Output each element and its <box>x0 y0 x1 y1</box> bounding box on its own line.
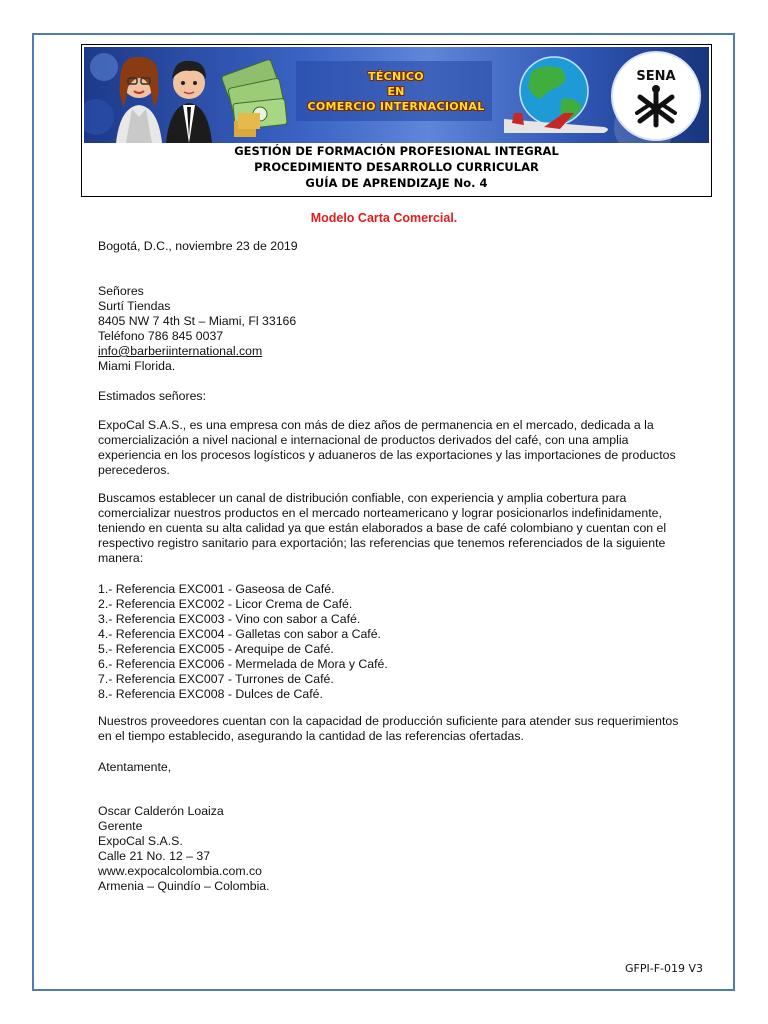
header-line: GUÍA DE APRENDIZAJE No. 4 <box>305 176 488 190</box>
paragraph-line: manera: <box>98 551 144 565</box>
signature-location: Armenia – Quindío – Colombia. <box>98 879 270 893</box>
list-item: 6.- Referencia EXC006 - Mermelada de Mora y Café. <box>98 657 388 671</box>
form-code: GFPI-F-019 V3 <box>625 962 704 975</box>
list-item: 1.- Referencia EXC001 - Gaseosa de Café. <box>98 582 335 596</box>
paragraph-line: en el tiempo establecido, asegurando la cantidad de las referencias ofertadas. <box>98 729 524 743</box>
banner-title-line: EN <box>387 85 405 98</box>
greeting-text: Estimados señores: <box>98 389 206 403</box>
man-icon <box>166 61 212 143</box>
recipient-email-link[interactable]: info@barberiinternational.com <box>98 344 263 358</box>
signature-name: Oscar Calderón Loaiza <box>98 804 224 818</box>
paragraph-2 <box>98 491 698 566</box>
recipient-salutation: Señores <box>98 284 144 298</box>
list-item: 7.- Referencia EXC007 - Turrones de Café. <box>98 672 334 686</box>
paragraph-1 <box>98 418 698 478</box>
list-item: 8.- Referencia EXC008 - Dulces de Café. <box>98 687 323 701</box>
paragraph-line: ExpoCal S.A.S., es una empresa con más de diez años de permanencia en el mercado, dedicada a la <box>98 418 654 432</box>
list-item: 3.- Referencia EXC003 - Vino con sabor a Café. <box>98 612 361 626</box>
paragraph-line: comercialización a nivel nacional e internacional de productos derivados del café, con una amplia <box>98 433 629 447</box>
date-text: Bogotá, D.C., noviembre 23 de 2019 <box>98 239 298 253</box>
closing-text: Atentamente, <box>98 760 172 774</box>
paragraph-line: perecederos. <box>98 463 170 477</box>
paragraph-line: comercializar nuestros productos en el mercado norteamericano y lograr posicionarlos indefinidamente, <box>98 506 662 520</box>
sena-logo-mark <box>613 53 699 139</box>
globe-icon <box>520 57 588 125</box>
header-banner <box>84 47 709 143</box>
signature-position: Gerente <box>98 819 143 833</box>
recipient-block <box>98 284 698 374</box>
date-line <box>98 239 698 254</box>
recipient-address: 8405 NW 7 4th St – Miami, Fl 33166 <box>98 314 297 328</box>
sena-logo <box>611 51 701 141</box>
paragraph-line: experiencia en los procesos logísticos y aduaneros de las exportaciones y las importaciones de productos <box>98 448 676 462</box>
woman-icon <box>116 57 162 143</box>
references-list <box>98 582 698 702</box>
recipient-city: Miami Florida. <box>98 359 176 373</box>
recipient-phone: Teléfono 786 845 0037 <box>98 329 224 343</box>
sena-logo-text: SENA <box>636 69 676 84</box>
paragraph-line: respectivo registro sanitario para exportación; las referencias que tenemos referenciados de la siguiente <box>98 536 666 550</box>
document-title: Modelo Carta Comercial. <box>310 211 458 225</box>
closing <box>98 760 698 775</box>
paragraph-line: teniendo en cuenta su alta calidad ya que están elaborados a base de café colombiano y cuentan con el <box>98 521 667 535</box>
header-line: GESTIÓN DE FORMACIÓN PROFESIONAL INTEGRAL <box>234 144 559 158</box>
header-lines <box>82 143 711 191</box>
list-item: 4.- Referencia EXC004 - Galletas con sabor a Café. <box>98 627 381 641</box>
banner-title <box>306 69 486 114</box>
list-item: 2.- Referencia EXC002 - Licor Crema de Café. <box>98 597 353 611</box>
signature-address: Calle 21 No. 12 – 37 <box>98 849 211 863</box>
list-item: 5.- Referencia EXC005 - Arequipe de Café. <box>98 642 334 656</box>
paragraph-line: Nuestros proveedores cuentan con la capacidad de producción suficiente para atender sus requerimientos <box>98 714 679 728</box>
signature-company: ExpoCal S.A.S. <box>98 834 183 848</box>
document-header <box>81 44 712 197</box>
money-icon <box>221 59 287 137</box>
header-line: PROCEDIMIENTO DESARROLLO CURRICULAR <box>254 160 539 174</box>
signature-website: www.expocalcolombia.com.co <box>98 864 263 878</box>
signature-block <box>98 804 698 894</box>
banner-title-line: COMERCIO INTERNACIONAL <box>307 100 485 113</box>
recipient-company: Surtí Tiendas <box>98 299 171 313</box>
banner-title-line: TÉCNICO <box>368 70 424 83</box>
greeting <box>98 389 698 404</box>
paragraph-3 <box>98 714 698 744</box>
paragraph-line: Buscamos establecer un canal de distribución confiable, con experiencia y amplia cobertura para <box>98 491 627 505</box>
